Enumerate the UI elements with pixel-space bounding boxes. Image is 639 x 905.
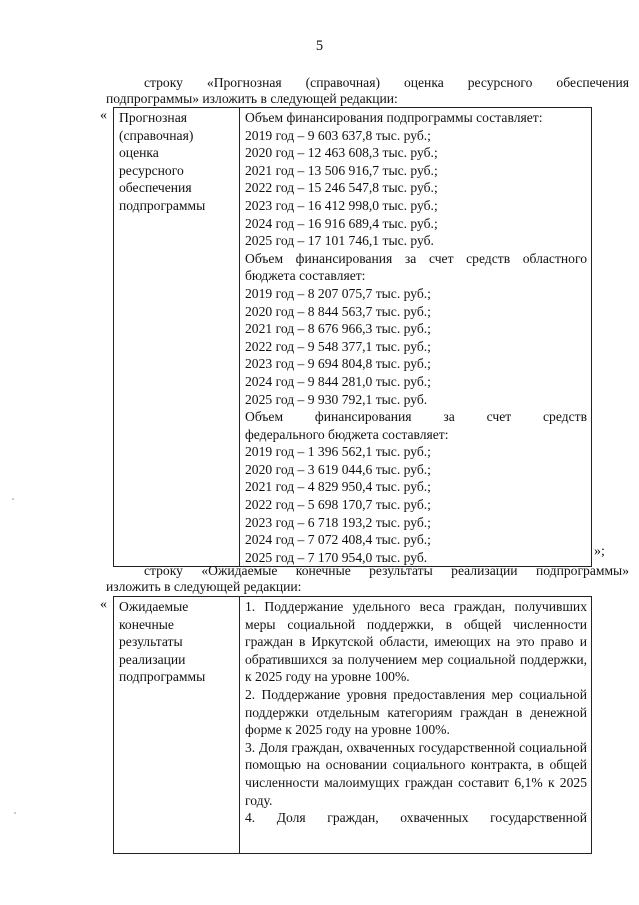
federal-year-row: 2019 год – 1 396 562,1 тыс. руб.; — [245, 444, 431, 460]
federal-year-row: 2022 год – 5 698 170,7 тыс. руб.; — [245, 497, 431, 513]
federal-year-row: 2020 год – 3 619 044,6 тыс. руб.; — [245, 461, 431, 477]
total-year-row: 2024 год – 16 916 689,4 тыс. руб.; — [245, 215, 438, 231]
total-year-row: 2019 год – 9 603 637,8 тыс. руб.; — [245, 127, 431, 143]
scan-mark — [12, 498, 14, 500]
resource-label-line: подпрограммы — [119, 197, 206, 213]
resource-label-line: Прогнозная — [119, 110, 187, 125]
total-year-row: 2021 год – 13 506 916,7 тыс. руб.; — [245, 162, 438, 178]
regional-year-row: 2024 год – 9 844 281,0 тыс. руб.; — [245, 373, 431, 389]
resource-label-line: оценка — [119, 145, 159, 161]
regional-year-row: 2022 год – 9 548 377,1 тыс. руб.; — [245, 338, 431, 354]
result-item: 3. Доля граждан, охваченных государственной социальной помощью на основании социального контракта, в общей численности малоимущих граждан составит 6,1% к 2025 году. — [245, 739, 587, 808]
section2-intro-line2: изложить в следующей редакции: — [106, 579, 302, 594]
total-year-row: 2020 год – 12 463 608,3 тыс. руб.; — [245, 145, 438, 161]
total-year-row: 2025 год – 17 101 746,1 тыс. руб. — [245, 233, 434, 249]
regional-year-row: 2023 год – 9 694 804,8 тыс. руб.; — [245, 356, 431, 372]
resource-label-line: (справочная) — [119, 127, 194, 143]
federal-year-row: 2025 год – 7 170 954,0 тыс. руб. — [245, 549, 428, 565]
results-label-cell — [114, 597, 240, 854]
section1-intro-line2: подпрограммы» изложить в следующей редакции: — [106, 91, 398, 106]
section1-close-quote: »; — [594, 544, 605, 559]
resource-label-line: ресурсного — [119, 162, 184, 178]
section2-intro-line1: строку «Ожидаемые конечные результаты реализации подпрограммы» — [144, 563, 629, 578]
page-number: 5 — [315, 38, 324, 54]
federal-year-row: 2021 год – 4 829 950,4 тыс. руб.; — [245, 479, 431, 495]
result-item: 4. Доля граждан, охваченных государственной — [245, 810, 587, 826]
regional-year-row: 2025 год – 9 930 792,1 тыс. руб. — [245, 391, 428, 407]
section2-open-quote: « — [100, 597, 107, 612]
resource-label-line: обеспечения — [119, 180, 192, 196]
regional-heading: Объем финансирования за счет средств областного — [245, 250, 587, 266]
section1-intro-line1: строку «Прогнозная (справочная) оценка ресурсного обеспечения — [144, 75, 629, 90]
total-year-row: 2023 год – 16 412 998,0 тыс. руб.; — [245, 197, 438, 213]
resource-label-cell — [114, 108, 240, 567]
regional-heading: бюджета составляет: — [245, 268, 366, 284]
resource-table — [113, 107, 592, 567]
regional-year-row: 2020 год – 8 844 563,7 тыс. руб.; — [245, 303, 431, 319]
results-label-line: подпрограммы — [119, 669, 206, 685]
results-label-line: Ожидаемые — [119, 599, 189, 614]
federal-year-row: 2024 год – 7 072 408,4 тыс. руб.; — [245, 532, 431, 548]
federal-heading: федерального бюджета составляет: — [245, 426, 449, 442]
regional-year-row: 2021 год – 8 676 966,3 тыс. руб.; — [245, 321, 431, 337]
federal-year-row: 2023 год – 6 718 193,2 тыс. руб.; — [245, 514, 431, 530]
results-value-cell — [240, 597, 592, 854]
results-label-line: результаты — [119, 634, 183, 650]
federal-heading: Объем финансирования за счет средств — [245, 409, 587, 425]
result-item: 1. Поддержание удельного веса граждан, получивших меры социальной поддержки, в общей численности граждан в Иркутской области, имеющих на это право и обратившихся за получением мер социальной поддержки, к 2025 году на уровне 100%. — [245, 599, 587, 685]
resource-value-cell — [240, 108, 592, 567]
results-label-line: реализации — [119, 651, 186, 667]
scan-mark — [14, 812, 16, 814]
total-year-row: 2022 год – 15 246 547,8 тыс. руб.; — [245, 180, 438, 196]
section1-open-quote: « — [100, 108, 107, 123]
results-table — [113, 596, 592, 854]
regional-year-row: 2019 год – 8 207 075,7 тыс. руб.; — [245, 285, 431, 301]
results-label-line: конечные — [119, 616, 174, 632]
result-item: 2. Поддержание уровня предоставления мер социальной поддержки отдельным категориям граждан в денежной форме к 2025 году на уровне 100%. — [245, 686, 587, 738]
total-heading: Объем финансирования подпрограммы составляет: — [245, 110, 543, 125]
